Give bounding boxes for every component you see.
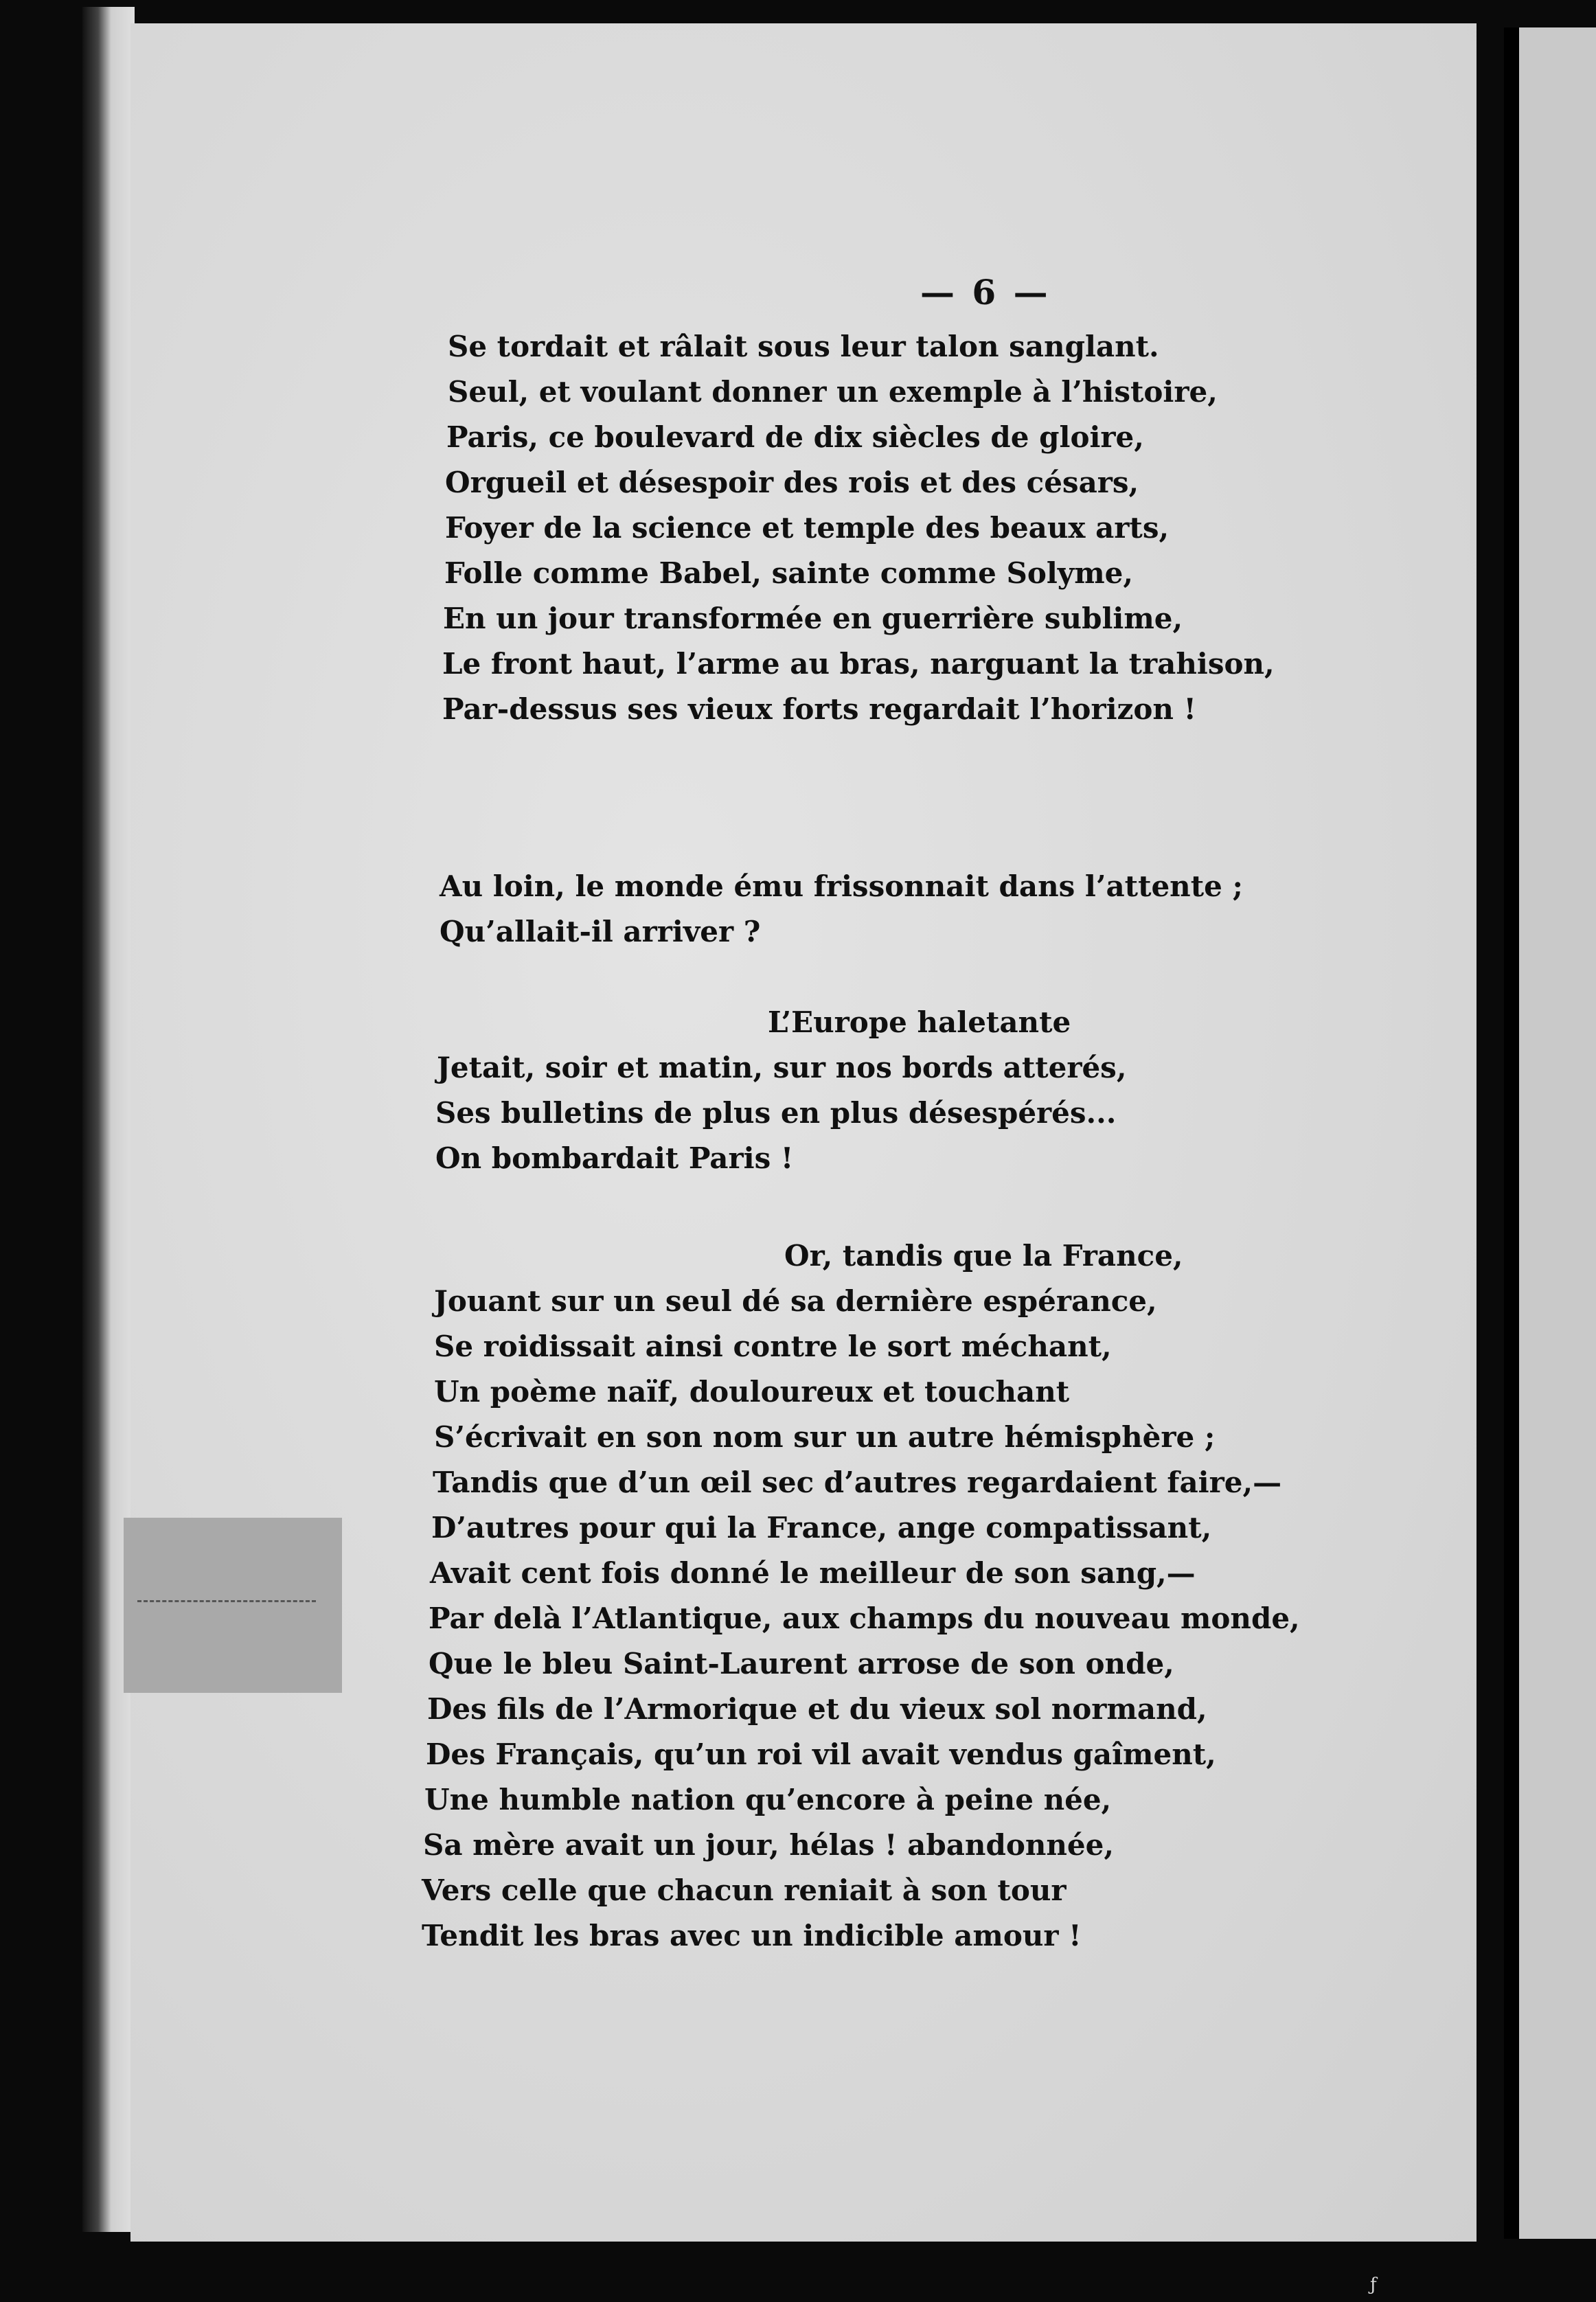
verse-line: Le front haut, l’arme au bras, narguant la trahison, xyxy=(442,647,1275,681)
verse-line: Se roidissait ainsi contre le sort méchant, xyxy=(434,1330,1112,1363)
verse-line: Des Français, qu’un roi vil avait vendus gaîment, xyxy=(426,1737,1216,1771)
verse-line: En un jour transformée en guerrière sublime, xyxy=(443,602,1183,635)
verse-line: Une humble nation qu’encore à peine née, xyxy=(424,1783,1112,1816)
verse-line: Par delà l’Atlantique, aux champs du nouveau monde, xyxy=(429,1602,1300,1635)
edge-mark: ƒ xyxy=(1370,2275,1377,2295)
verse-line: D’autres pour qui la France, ange compatissant, xyxy=(431,1511,1212,1545)
verse-line: Folle comme Babel, sainte comme Solyme, xyxy=(444,556,1133,590)
verse-line: Vers celle que chacun reniait à son tour xyxy=(422,1873,1067,1907)
verse-line: Qu’allait-il arriver ? xyxy=(440,915,761,948)
page-number: — 6 — xyxy=(920,272,1051,312)
verse-line: Jetait, soir et matin, sur nos bords atterés, xyxy=(437,1051,1127,1084)
verse-line: Foyer de la science et temple des beaux arts, xyxy=(445,511,1170,545)
verse-line: Ses bulletins de plus en plus désespérés... xyxy=(435,1096,1117,1130)
verse-line: Jouant sur un seul dé sa dernière espérance, xyxy=(434,1284,1157,1318)
verse-line: Tandis que d’un œil sec d’autres regardaient faire,— xyxy=(433,1466,1282,1499)
verse-line: S’écrivait en son nom sur un autre hémisphère ; xyxy=(434,1420,1216,1454)
verse-line: Tendit les bras avec un indicible amour ! xyxy=(422,1919,1082,1952)
verse-line: Que le bleu Saint-Laurent arrose de son onde, xyxy=(429,1647,1174,1680)
verse-line: Un poème naïf, douloureux et touchant xyxy=(434,1375,1070,1409)
verse-line: Au loin, le monde ému frissonnait dans l’attente ; xyxy=(440,869,1243,903)
verse-line: Se tordait et râlait sous leur talon sanglant. xyxy=(448,330,1159,363)
verse-line: Sa mère avait un jour, hélas ! abandonnée, xyxy=(423,1828,1114,1862)
verse-line: Paris, ce boulevard de dix siècles de gloire, xyxy=(446,420,1144,454)
verse-line: Avait cent fois donné le meilleur de son sang,— xyxy=(430,1556,1196,1590)
scan-smudge-mark xyxy=(137,1600,316,1606)
verse-line: L’Europe haletante xyxy=(768,1005,1071,1039)
verse-line: Or, tandis que la France, xyxy=(784,1239,1183,1273)
page-gutter xyxy=(82,7,135,2232)
verse-line: Orgueil et désespoir des rois et des césars, xyxy=(445,466,1139,499)
verse-line: Par-dessus ses vieux forts regardait l’horizon ! xyxy=(442,692,1196,726)
book-page xyxy=(130,23,1477,2242)
adjacent-page-edge xyxy=(1504,27,1596,2239)
verse-line: Des fils de l’Armorique et du vieux sol normand, xyxy=(427,1692,1207,1726)
verse-line: On bombardait Paris ! xyxy=(435,1141,794,1175)
verse-line: Seul, et voulant donner un exemple à l’histoire, xyxy=(448,375,1218,409)
